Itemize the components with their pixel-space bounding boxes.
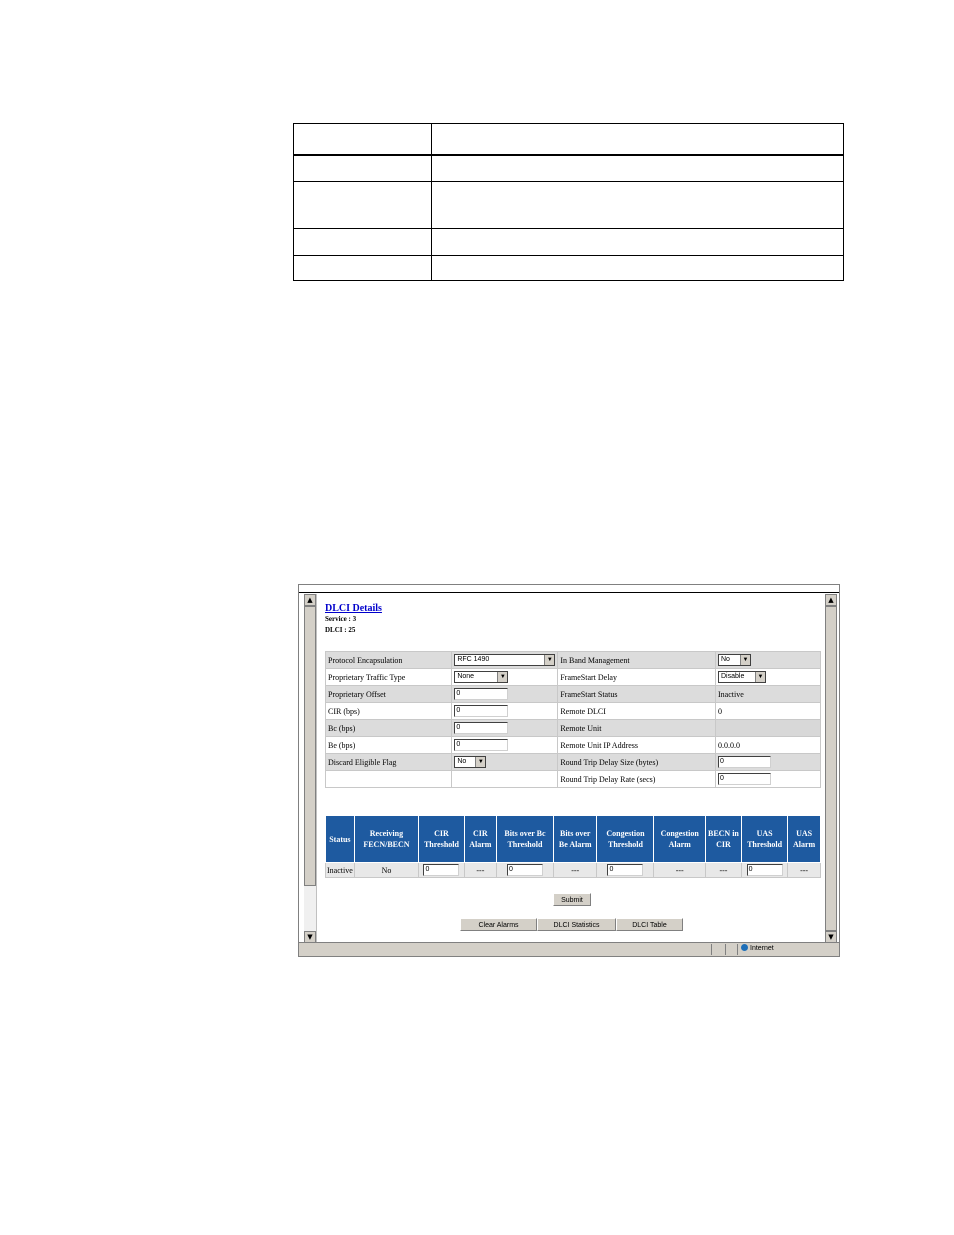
- scroll-down-arrow-icon[interactable]: ▼: [304, 931, 316, 943]
- header-cir-alarm: CIR Alarm: [464, 816, 496, 863]
- dlci-table-button[interactable]: DLCI Table: [616, 918, 683, 931]
- table-header-divider: [294, 154, 843, 156]
- clear-alarms-button[interactable]: Clear Alarms: [460, 918, 537, 931]
- remote-unit-value: [716, 720, 821, 737]
- config-label: Remote Unit: [558, 720, 716, 737]
- page-content: [325, 603, 823, 929]
- status-zone-label: Internet: [750, 945, 774, 952]
- status-divider: [711, 944, 712, 955]
- framestart-delay-select[interactable]: Disable ▼: [718, 671, 766, 683]
- proprietary-traffic-type-select[interactable]: None ▼: [454, 671, 508, 683]
- header-congestion-alarm: Congestion Alarm: [654, 816, 705, 863]
- framestart-status-value: Inactive: [716, 686, 821, 703]
- remote-unit-ip-value: 0.0.0.0: [716, 737, 821, 754]
- config-label: Protocol Encapsulation: [326, 652, 452, 669]
- bc-input[interactable]: 0: [454, 722, 508, 734]
- uas-threshold-input[interactable]: 0: [747, 864, 783, 876]
- header-cir-threshold: CIR Threshold: [419, 816, 465, 863]
- proprietary-offset-input[interactable]: 0: [454, 688, 508, 700]
- scroll-thumb[interactable]: [825, 606, 837, 931]
- service-label: Service : 3: [325, 615, 357, 623]
- cir-input[interactable]: 0: [454, 705, 508, 717]
- congestion-alarm-value: ---: [654, 863, 705, 878]
- vertical-scrollbar[interactable]: [825, 594, 837, 943]
- config-row: [326, 686, 821, 703]
- browser-status-bar: [299, 942, 839, 956]
- scroll-up-arrow-icon[interactable]: ▲: [825, 594, 837, 606]
- chevron-down-icon[interactable]: ▼: [544, 655, 554, 665]
- page-title[interactable]: DLCI Details: [325, 603, 382, 614]
- config-row: [326, 652, 821, 669]
- status-header-row: [326, 816, 821, 863]
- scroll-up-arrow-icon[interactable]: ▲: [304, 594, 316, 606]
- config-label: Remote DLCI: [558, 703, 716, 720]
- uas-alarm-value: ---: [788, 863, 821, 878]
- chevron-down-icon[interactable]: ▼: [475, 757, 485, 767]
- chevron-down-icon[interactable]: ▼: [740, 655, 750, 665]
- config-label: Proprietary Offset: [326, 686, 452, 703]
- round-trip-delay-rate-input[interactable]: 0: [718, 773, 771, 785]
- chevron-down-icon[interactable]: ▼: [755, 672, 765, 682]
- header-uas-alarm: UAS Alarm: [788, 816, 821, 863]
- in-band-management-select[interactable]: No ▼: [718, 654, 751, 666]
- config-label: Round Trip Delay Rate (secs): [558, 771, 716, 788]
- config-label: Be (bps): [326, 737, 452, 754]
- dlci-config-table: [325, 651, 821, 788]
- cir-threshold-input[interactable]: 0: [423, 864, 459, 876]
- scroll-down-arrow-icon[interactable]: ▼: [825, 931, 837, 943]
- config-label: FrameStart Delay: [558, 669, 716, 686]
- header-status: Status: [326, 816, 355, 863]
- remote-dlci-value: 0: [716, 703, 821, 720]
- status-divider: [725, 944, 726, 955]
- bits-over-be-alarm-value: ---: [553, 863, 597, 878]
- submit-button[interactable]: Submit: [553, 893, 591, 906]
- chevron-down-icon[interactable]: ▼: [497, 672, 507, 682]
- congestion-threshold-input[interactable]: 0: [607, 864, 643, 876]
- config-label: CIR (bps): [326, 703, 452, 720]
- config-label: Bc (bps): [326, 720, 452, 737]
- table-column-divider: [431, 124, 432, 280]
- status-divider: [737, 944, 738, 955]
- config-value: [452, 771, 558, 788]
- config-label: FrameStart Status: [558, 686, 716, 703]
- dlci-label: DLCI : 25: [325, 626, 356, 634]
- config-row: [326, 669, 821, 686]
- table-row-divider: [294, 181, 843, 182]
- table-row-divider: [294, 228, 843, 229]
- scroll-thumb[interactable]: [304, 606, 316, 886]
- globe-icon: [741, 944, 748, 951]
- round-trip-delay-size-input[interactable]: 0: [718, 756, 771, 768]
- config-label: Discard Eligible Flag: [326, 754, 452, 771]
- header-uas-threshold: UAS Threshold: [741, 816, 787, 863]
- header-becn-in-cir: BECN in CIR: [705, 816, 741, 863]
- table-row-divider: [294, 255, 843, 256]
- config-label: Proprietary Traffic Type: [326, 669, 452, 686]
- header-congestion-threshold: Congestion Threshold: [597, 816, 654, 863]
- header-bits-over-be-alarm: Bits over Be Alarm: [553, 816, 597, 863]
- config-label: [326, 771, 452, 788]
- status-value: Inactive: [326, 863, 355, 878]
- config-label: Remote Unit IP Address: [558, 737, 716, 754]
- window-top-edge: [299, 592, 839, 593]
- config-row: [326, 737, 821, 754]
- be-input[interactable]: 0: [454, 739, 508, 751]
- bits-over-bc-threshold-input[interactable]: 0: [507, 864, 543, 876]
- left-frame-scrollbar[interactable]: [304, 594, 317, 943]
- config-label: In Band Management: [558, 652, 716, 669]
- status-row: [326, 863, 821, 878]
- cir-alarm-value: ---: [464, 863, 496, 878]
- status-zone: [741, 944, 774, 952]
- config-row: [326, 754, 821, 771]
- config-row: [326, 703, 821, 720]
- header-bits-over-bc-threshold: Bits over Bc Threshold: [496, 816, 553, 863]
- becn-in-cir-value: ---: [705, 863, 741, 878]
- discard-eligible-flag-select[interactable]: No ▼: [454, 756, 486, 768]
- browser-window: [298, 584, 840, 957]
- receiving-value: No: [354, 863, 418, 878]
- protocol-encapsulation-select[interactable]: RFC 1490 ▼: [454, 654, 555, 666]
- config-row: [326, 771, 821, 788]
- dlci-status-table: [325, 815, 821, 878]
- header-receiving-fecn-becn: Receiving FECN/BECN: [354, 816, 418, 863]
- config-row: [326, 720, 821, 737]
- document-table: [293, 123, 844, 281]
- config-label: Round Trip Delay Size (bytes): [558, 754, 716, 771]
- dlci-statistics-button[interactable]: DLCI Statistics: [537, 918, 616, 931]
